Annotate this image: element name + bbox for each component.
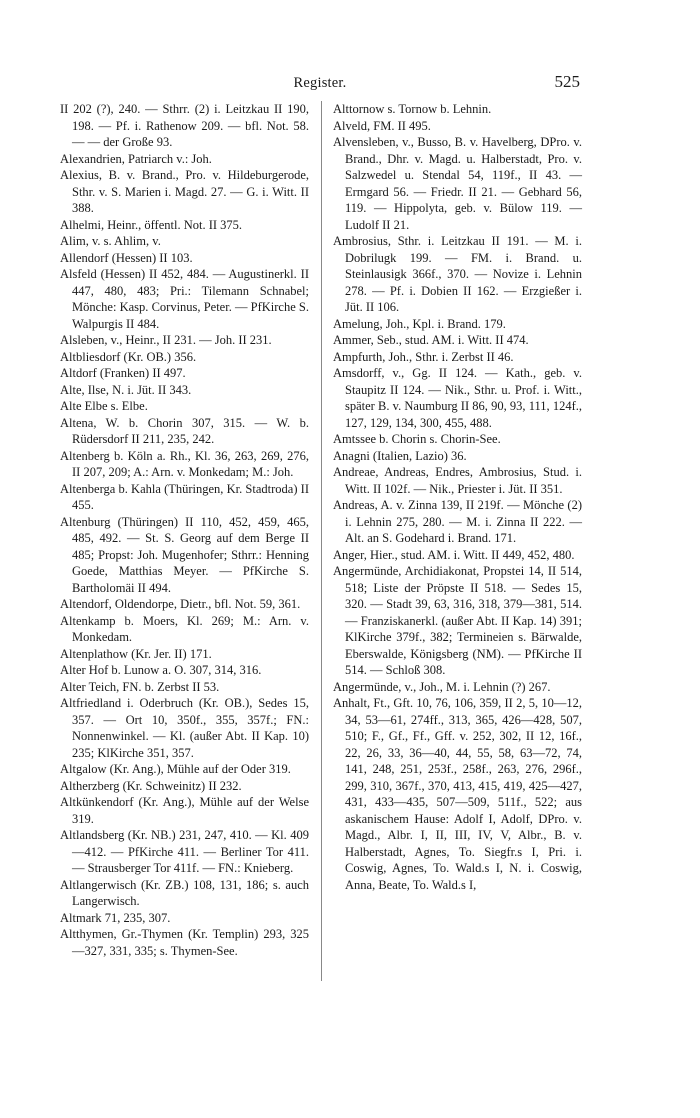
register-entry: Altherzberg (Kr. Schweinitz) II 232. bbox=[60, 778, 242, 793]
register-entry: Alexius, B. v. Brand., Pro. v. Hildeburgerode, Sthr. v. S. Marien i. Magd. 27. — G. i. Witt. II 388. bbox=[60, 168, 309, 215]
register-entry: Alhelmi, Heinr., öffentl. Not. II 375. bbox=[60, 217, 243, 232]
left-column bbox=[60, 101, 309, 959]
register-entry: Amelung, Joh., Kpl. i. Brand. 179. bbox=[333, 316, 506, 331]
register-entry: Altfriedland i. Oderbruch (Kr. OB.), Sedes 15, 357. — Ort 10, 350f., 355, 357f.; FN.: Nonnenwinkel. — Kl. (außer Abt. II Kap. 10) 235; KlKirche 351, 357. bbox=[60, 696, 309, 760]
register-entry: Allendorf (Hessen) II 103. bbox=[60, 250, 193, 265]
register-entry: Alvensleben, v., Busso, B. v. Havelberg, DPro. v. Brand., Dhr. v. Magd. u. Halberstadt, Pro. v. Salzwedel u. Stendal 54, 119f., II 43. — Ermgard 56. — Friedr. II 21. — Gebhard 56, 119. — Hippolyta, geb. v. Bülow 119. — Ludolf II 21. bbox=[333, 135, 582, 232]
register-entry: Anhalt, Ft., Gft. 10, 76, 106, 359, II 2, 5, 10—12, 34, 53—61, 274ff., 313, 365, 426—428, 507, 510; F., Gf., Ff., Gff. v. 252, 302, II 12, 16f., 22, 26, 33, 36—40, 44, 55, 58, 63—72, 74, 141, 248, 251, 253f., 258f., 263, 276, 296f., 299, 310, 367f., 370, 413, 415, 419, 425—427, 431, 433—435, 507—509, 511f., 522; aus askanischem Hause: Adolf I, Adolf, DPro. v. Magd., Albr. I, II, III, IV, V, Albr., B. v. Halberstadt, Agnes, To. Siegfr.s I, Pri. i. Coswig, Agnes, To. Wald.s I, N. i. Coswig, Anna, Beate, To. Wald.s I, bbox=[333, 696, 582, 892]
register-entry: Altenburg (Thüringen) II 110, 452, 459, 465, 485, 492. — St. S. Georg auf dem Berge II 485; Propst: Joh. Mugenhofer; Sthrr.: Henning Goede, Matthias Meyer. — PfKirche S. Bartholomäi II 494. bbox=[60, 514, 309, 595]
page-header bbox=[60, 72, 580, 94]
register-entry: Altena, W. b. Chorin 307, 315. — W. b. Rüdersdorf II 211, 235, 242. bbox=[60, 415, 309, 446]
register-entry: Altdorf (Franken) II 497. bbox=[60, 366, 186, 380]
register-entry: Alveld, FM. II 495. bbox=[333, 118, 431, 133]
register-entry: Andreas, A. v. Zinna 139, II 219f. — Mönche (2) i. Lehnin 275, 280. — M. i. Zinna II 222. — Alt. an S. Godehard i. Brand. 171. bbox=[333, 498, 582, 545]
register-entry: Altmark 71, 235, 307. bbox=[60, 910, 171, 925]
register-entry: Ambrosius, Sthr. i. Leitzkau II 191. — M. i. Dobrilugk 199. — FM. i. Brand. u. Steinlausigk 366f., 370. — Novize i. Lehnin 278. — Pf. i. Dobien II 162. — Erzgießer i. Jüt. II 106. bbox=[333, 234, 582, 314]
register-entry: Altthymen, Gr.-Thymen (Kr. Templin) 293, 325—327, 331, 335; s. Thymen-See. bbox=[60, 927, 309, 958]
register-entry: Alim, v. s. Ahlim, v. bbox=[60, 234, 161, 248]
right-column bbox=[333, 101, 582, 959]
register-entry: Anger, Hier., stud. AM. i. Witt. II 449, 452, 480. bbox=[333, 547, 575, 562]
register-entry: Amsdorff, v., Gg. II 124. — Kath., geb. v. Staupitz II 124. — Nik., Sthr. u. Prof. i. Witt., später B. v. Naumburg II 86, 90, 93, 111, 124f., 127, 129, 134, 300, 455, 488. bbox=[333, 366, 582, 430]
register-entry: Altenplathow (Kr. Jer. II) 171. bbox=[60, 646, 212, 661]
register-entry: Altbliesdorf (Kr. OB.) 356. bbox=[60, 349, 197, 364]
register-entry: Altgalow (Kr. Ang.), Mühle auf der Oder 319. bbox=[60, 762, 291, 776]
register-entry: Altenberg b. Köln a. Rh., Kl. 36, 263, 269, 276, II 207, 209; A.: Arn. v. Monkedam; M.: Joh. bbox=[60, 448, 309, 479]
register-columns bbox=[60, 101, 582, 959]
running-title: Register. bbox=[293, 75, 347, 91]
register-entry: Angermünde, v., Joh., M. i. Lehnin (?) 267. bbox=[333, 679, 551, 694]
page-number: 525 bbox=[554, 72, 580, 91]
register-entry: Angermünde, Archidiakonat, Propstei 14, II 514, 518; Liste der Pröpste II 518. — Sedes 15, 320. — Stadt 39, 63, 316, 318, 379—381, 514. — Franziskanerkl. (außer Abt. II Kap. 14) 391; KlKirche 379f., 382; Termineien s. Bärwalde, Eberswalde, Königsberg (NM). — PfKirche II 514. — Schloß 308. bbox=[333, 564, 582, 677]
register-entry: Alttornow s. Tornow b. Lehnin. bbox=[333, 102, 492, 116]
register-entry: Amtssee b. Chorin s. Chorin-See. bbox=[333, 432, 501, 446]
register-entry: Anagni (Italien, Lazio) 36. bbox=[333, 448, 467, 463]
register-entry: Altkünkendorf (Kr. Ang.), Mühle auf der Welse 319. bbox=[60, 795, 309, 826]
register-entry: Alter Teich, FN. b. Zerbst II 53. bbox=[60, 679, 220, 694]
register-entry: Alexandrien, Patriarch v.: Joh. bbox=[60, 151, 212, 166]
register-entry: Ampfurth, Joh., Sthr. i. Zerbst II 46. bbox=[333, 349, 514, 364]
register-entry: Alte Elbe s. Elbe. bbox=[60, 399, 148, 413]
register-entry: Andreae, Andreas, Endres, Ambrosius, Stud. i. Witt. II 102f. — Nik., Priester i. Jüt. II 351. bbox=[333, 465, 582, 496]
register-entry: Altenberga b. Kahla (Thüringen, Kr. Stadtroda) II 455. bbox=[60, 481, 309, 512]
register-entry: Alte, Ilse, N. i. Jüt. II 343. bbox=[60, 382, 192, 397]
register-entry: Altlangerwisch (Kr. ZB.) 108, 131, 186; s. auch Langerwisch. bbox=[60, 877, 309, 908]
register-entry: Altendorf, Oldendorpe, Dietr., bfl. Not. 59, 361. bbox=[60, 597, 301, 611]
register-entry: Alsleben, v., Heinr., II 231. — Joh. II 231. bbox=[60, 333, 272, 347]
register-entry: Alsfeld (Hessen) II 452, 484. — Augustinerkl. II 447, 480, 483; Pri.: Tilemann Schnabel; Mönche: Kasp. Corvinus, Peter. — PfKirche S. Walpurgis II 484. bbox=[60, 267, 309, 331]
register-entry: Altlandsberg (Kr. NB.) 231, 247, 410. — Kl. 409—412. — PfKirche 411. — Berliner Tor 411. — Strausberger Tor 411f. — FN.: Knieberg. bbox=[60, 828, 309, 875]
register-entry: Altenkamp b. Moers, Kl. 269; M.: Arn. v. Monkedam. bbox=[60, 613, 309, 644]
register-entry: II 202 (?), 240. — Sthrr. (2) i. Leitzkau II 190, 198. — Pf. i. Rathenow 209. — bfl. Not. 58. — — der Große 93. bbox=[60, 102, 309, 149]
register-entry: Alter Hof b. Lunow a. O. 307, 314, 316. bbox=[60, 663, 262, 677]
register-entry: Ammer, Seb., stud. AM. i. Witt. II 474. bbox=[333, 333, 529, 347]
